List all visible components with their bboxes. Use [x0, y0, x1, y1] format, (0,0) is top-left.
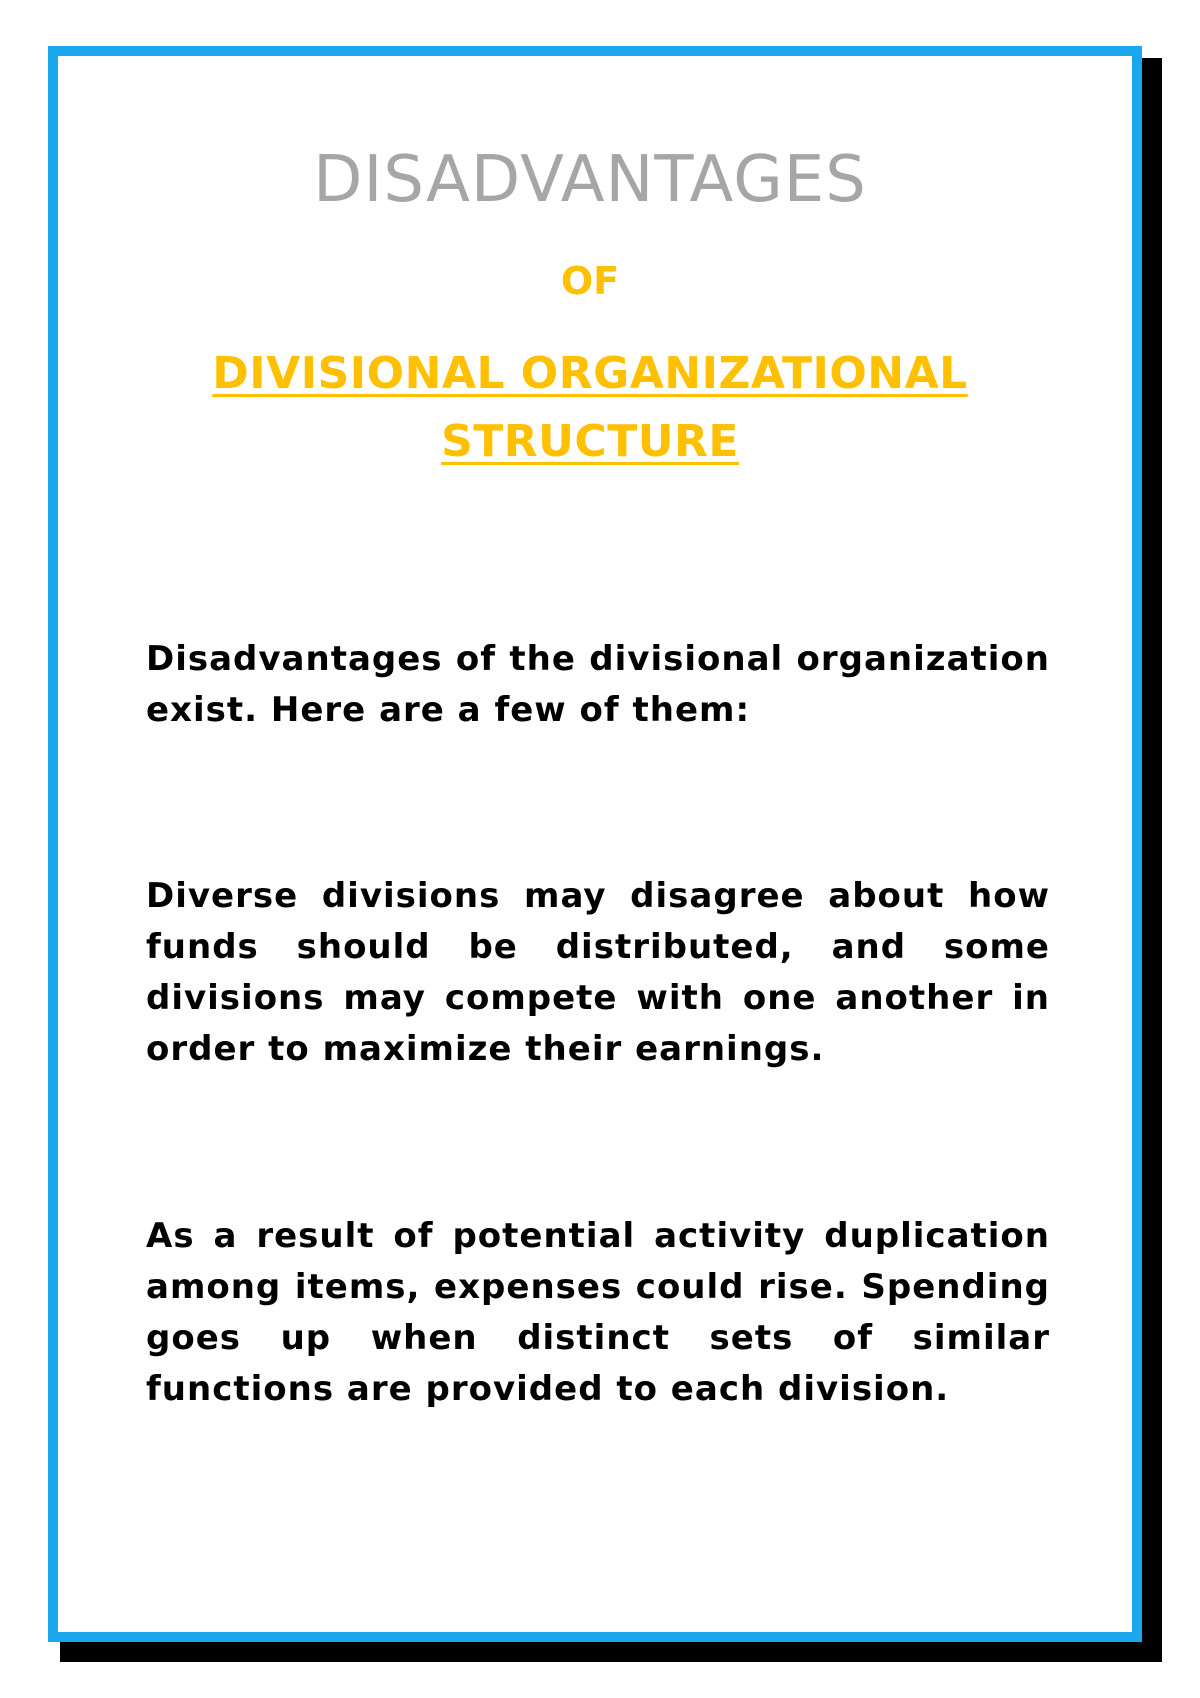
title-connector: OF	[560, 259, 620, 303]
page-title: DISADVANTAGES	[313, 143, 867, 217]
body-paragraph-expenses: As a result of potential activity duplication among items, expenses could rise. Spending goes up when distinct sets of similar functions are provided to each division.	[146, 1216, 1050, 1409]
intro-paragraph: Disadvantages of the divisional organization exist. Here are a few of them:	[146, 639, 1050, 730]
body-paragraph-funds: Diverse divisions may disagree about how funds should be distributed, and some divisions may compete with one another in order to maximize their earnings.	[146, 876, 1050, 1069]
page-subtitle: DIVISIONAL ORGANIZATIONAL STRUCTURE	[212, 348, 968, 467]
